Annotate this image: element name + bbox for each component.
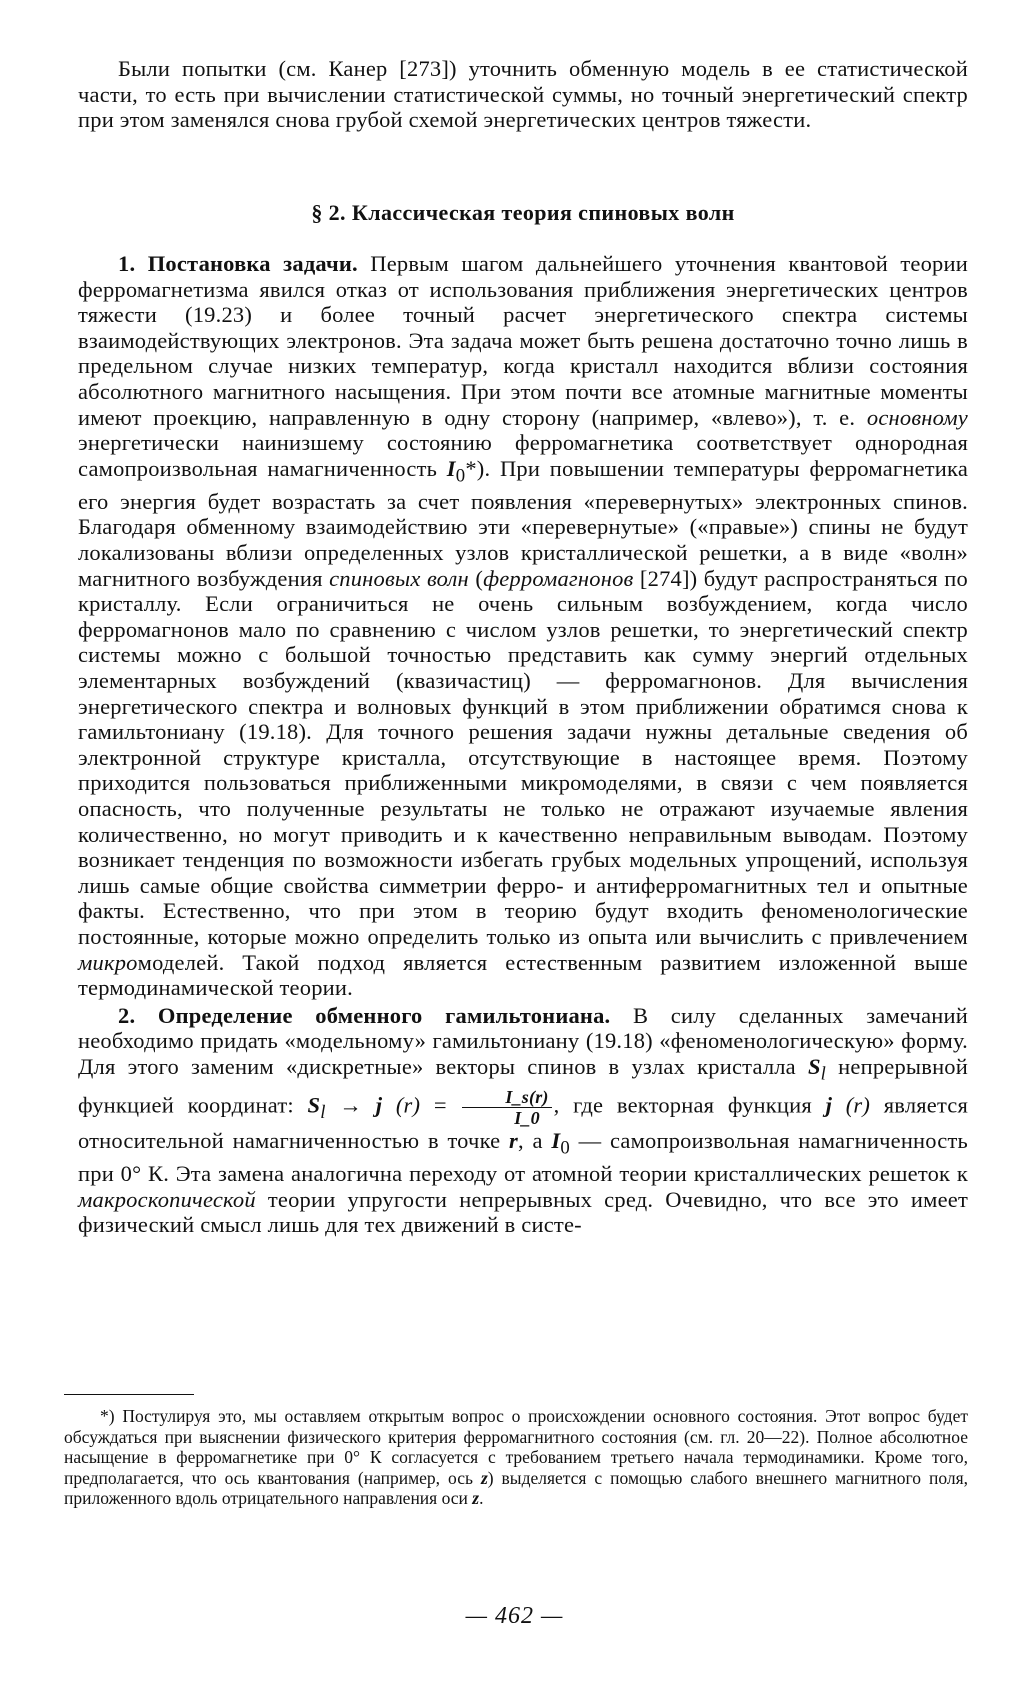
paragraph-title: 2. Определение обменного гамильтониана. — [118, 1002, 611, 1028]
symbol: S — [807, 1053, 821, 1079]
symbol: I — [551, 1128, 561, 1153]
symbol: j — [825, 1092, 833, 1118]
symbol: j — [375, 1092, 383, 1118]
paragraph-title: 1. Постановка задачи. — [118, 251, 358, 276]
emphasis: макроскопической — [78, 1186, 256, 1212]
paragraph-problem-statement: 1. Постановка задачи. Первым шагом дальнейшего уточнения квантовой теории ферромагнетизма явился отказ от использования приближения энергетических центров тяжести (19.23) и более точный расчет энергетического спектра системы взаимодействующих электронов. Эта задача может быть решена достаточно точно лишь в предельном случае низких температур, когда кристалл находится вблизи состояния абсолютного магнитного насыщения. При этом почти все атомные магнитные моменты имеют проекцию, направленную в одну сторону (например, «влево»), т. е. основному энергетически наинизшему состоянию ферромагнетика соответствует однородная самопроизвольная намагниченность $I_0*$). При повышении температуры ферромагнетика его энергия будет возрастать за счет появления «перевернутых» электронных спинов. Благодаря обменному взаимодействию эти «перевернутые» («правые») спины не будут локализованы вблизи определенных узлов кристаллической решетки, а в виде «волн» магнитного возбуждения спиновых волн (ферромагнонов [274]) будут распространяться по кристаллу. Если ограничиться не очень сильным возбуждением, когда число ферромагнонов мало по сравнению с числом узлов решетки, то энергетический спектр системы можно с большой точностью представить как сумму энергий отдельных элементарных возбуждений (квазичастиц) — ферромагнонов. Для вычисления энергетического спектра и волновых функций в этом приближении обратимся снова к гамильтониану (19.18). Для точного решения задачи нужны детальные сведения об электронной структуре кристалла, отсутствующие в настоящее время. Поэтому приходится пользоваться приближенными микромоделями, в связи с чем появляется опасность, что полученные результаты не только не отражают изучаемые явления количественно, но могут приводить и к качественно неправильным выводам. Поэтому возникает тенденция по возможности избегать грубых модельных упрощений, используя лишь самые общие свойства симметрии ферро- и антиферромагнитных тел и опытные факты. Естественно, что при этом в теорию будут входить феноменологические постоянные, которые можно определить только из опыта или вычислить с привлечением микромоделей. Такой подход является естественным развитием изложенной выше термодинамической теории. — [78, 251, 969, 1001]
emphasis: основному — [866, 404, 968, 430]
symbol: r — [509, 1128, 518, 1153]
section-heading: § 2. Классическая теория спиновых волн — [311, 200, 735, 225]
emphasis: спиновых волн — [329, 565, 469, 591]
footnote-text: *) Постулируя это, мы оставляем открытым вопрос о происхождении основного состояния. Этот вопрос будет обсуждаться при выяснении физического критерия ферромагнитного состояния (см. гл. 20—22). Полное абсолютное насыщение в ферромагнетике при 0° К согласуется с требованием третьего начала термодинамики. Кроме того, предполагается, что ось квантования (например, ось z) выделяется с помощью слабого внешнего магнитного поля, приложенного вдоль отрицательного направления оси z. — [64, 1406, 968, 1508]
intro-text: Были попытки (см. Канер [273]) уточнить обменную модель в ее статистической части, то есть при вычислении статистической суммы, но точный энергетический спектр при этом заменялся снова грубой схемой энергетических центров тяжести. — [78, 56, 968, 133]
symbol: S — [307, 1092, 321, 1118]
emphasis: микро — [78, 949, 138, 975]
footnote — [64, 1406, 968, 1509]
fraction: $\frac{I\_s(r)}{I\_0}$ — [462, 1087, 551, 1128]
page-number: — 462 — — [465, 1603, 564, 1629]
main-text — [78, 251, 968, 1238]
intro-paragraph — [78, 56, 968, 133]
symbol: I — [446, 455, 456, 481]
paragraph-exchange-hamiltonian: 2. Определение обменного гамильтониана. В силу сделанных замечаний необходимо придать «модельному» гамильтониану (19.18) «феноменологическую» форму. Для этого заменим «дискретные» векторы спинов в узлах кристалла $S_l$ непрерывной функцией координат: $S_l \to j$ (r) = $\frac{I\_s(r)}{I\_0}$ , где векторная функция j (r) является относительной намагниченностью в точке r, а $I_0$ — самопроизвольная намагниченность при 0° К. Эта замена аналогична переходу от атомной теории кристаллических решеток к макроскопической теории упругости непрерывных сред. Очевидно, что все это имеет физический смысл лишь для тех движений в систе- — [78, 1002, 969, 1238]
emphasis: ферромагнонов — [483, 565, 634, 591]
footnote-divider — [64, 1394, 194, 1395]
